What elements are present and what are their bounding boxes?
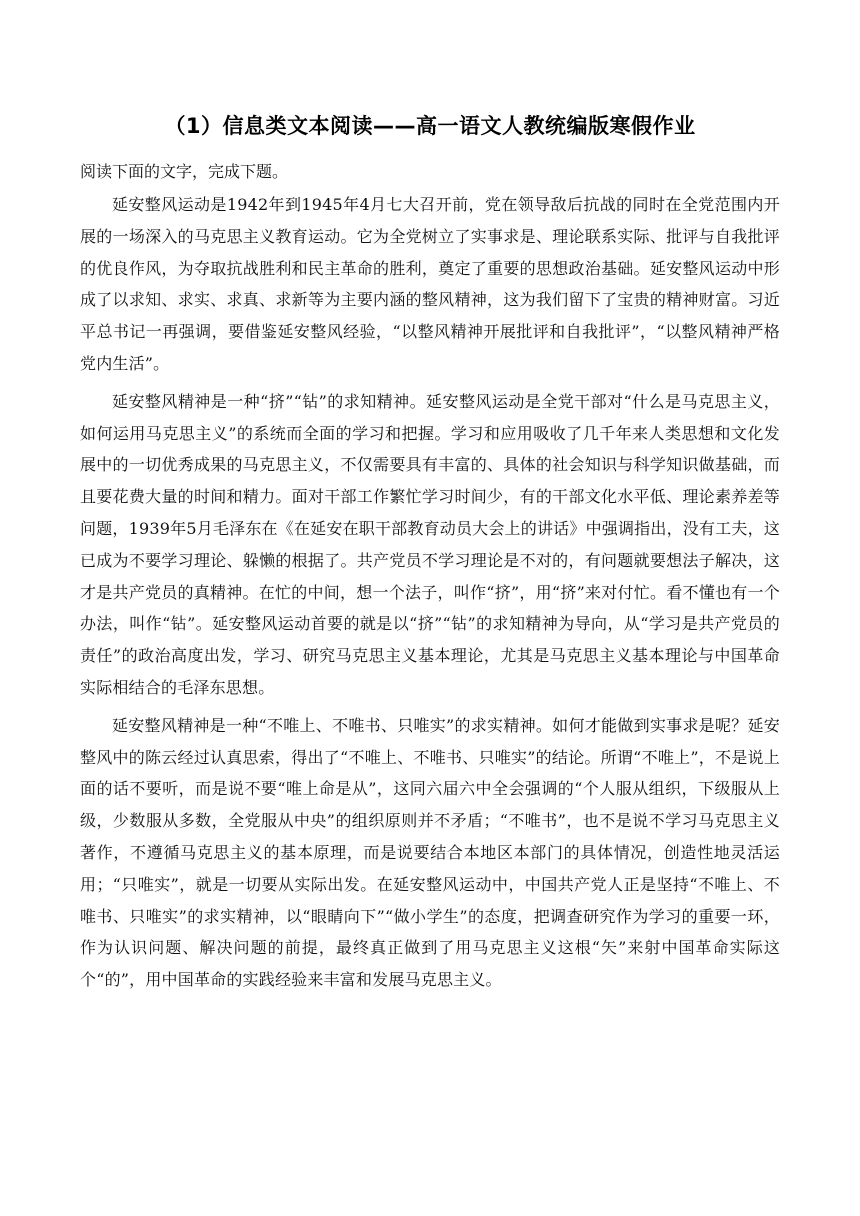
page-title: （1）信息类文本阅读——高一语文人教统编版寒假作业 <box>164 114 696 138</box>
instruction-text: 阅读下面的文字，完成下题。 <box>80 162 289 181</box>
paragraph-2: 延安整风精神是一种“挤”“钻”的求知精神。延安整风运动是全党干部对“什么是马克思主义，如何运用马克思主义”的系统而全面的学习和把握。学习和应用吸收了几千年来人类思想和文化发展中的一切优秀成果的马克思主义，不仅需要具有丰富的、具体的社会知识与科学知识做基础，而且要花费大量的时间和精力。面对干部工作繁忙学习时间少，有的干部文化水平低、理论素养差等问题，1939年5月毛泽东在《在延安在职干部教育动员大会上的讲话》中强调指出，没有工夫，这已成为不要学习理论、躲懒的根据了。共产党员不学习理论是不对的，有问题就要想法子解决，这才是共产党员的真精神。在忙的中间，想一个法子，叫作“挤”，用“挤”来对付忙。看不懂也有一个办法，叫作“钻”。延安整风运动首要的就是以“挤”“钻”的求知精神为导向，从“学习是共产党员的责任”的政治高度出发，学习、研究马克思主义基本理论，尤其是马克思主义基本理论与中国革命实际相结合的毛泽东思想。 <box>80 391 780 697</box>
paragraph-3: 延安整风精神是一种“不唯上、不唯书、只唯实”的求实精神。如何才能做到实事求是呢？延安整风中的陈云经过认真思索，得出了“不唯上、不唯书、只唯实”的结论。所谓“不唯上”，不是说上面的话不要听，而是说不要“唯上命是从”，这同六届六中全会强调的“个人服从组织，下级服从上级，少数服从多数，全党服从中央”的组织原则并不矛盾；“不唯书”，也不是说不学习马克思主义著作，不遵循马克思主义的基本原理，而是说要结合本地区本部门的具体情况，创造性地灵活运用；“只唯实”，就是一切要从实际出发。在延安整风运动中，中国共产党人正是坚持“不唯上、不唯书、只唯实”的求实精神，以“眼睛向下”“做小学生”的态度，把调查研究作为学习的重要一环，作为认识问题、解决问题的前提，最终真正做到了用马克思主义这根“矢”来射中国革命实际这个“的”，用中国革命的实践经验来丰富和发展马克思主义。 <box>80 715 780 990</box>
paragraph-1: 延安整风运动是1942年到1945年4月七大召开前，党在领导敌后抗战的同时在全党范围内开展的一场深入的马克思主义教育运动。它为全党树立了实事求是、理论联系实际、批评与自我批评的优良作风，为夺取抗战胜利和民主革命的胜利，奠定了重要的思想政治基础。延安整风运动中形成了以求知、求实、求真、求新等为主要内涵的整风精神，这为我们留下了宝贵的精神财富。习近平总书记一再强调，要借鉴延安整风经验，“以整风精神开展批评和自我批评”，“以整风精神严格党内生活”。 <box>80 195 780 373</box>
article-body <box>80 189 780 1002</box>
